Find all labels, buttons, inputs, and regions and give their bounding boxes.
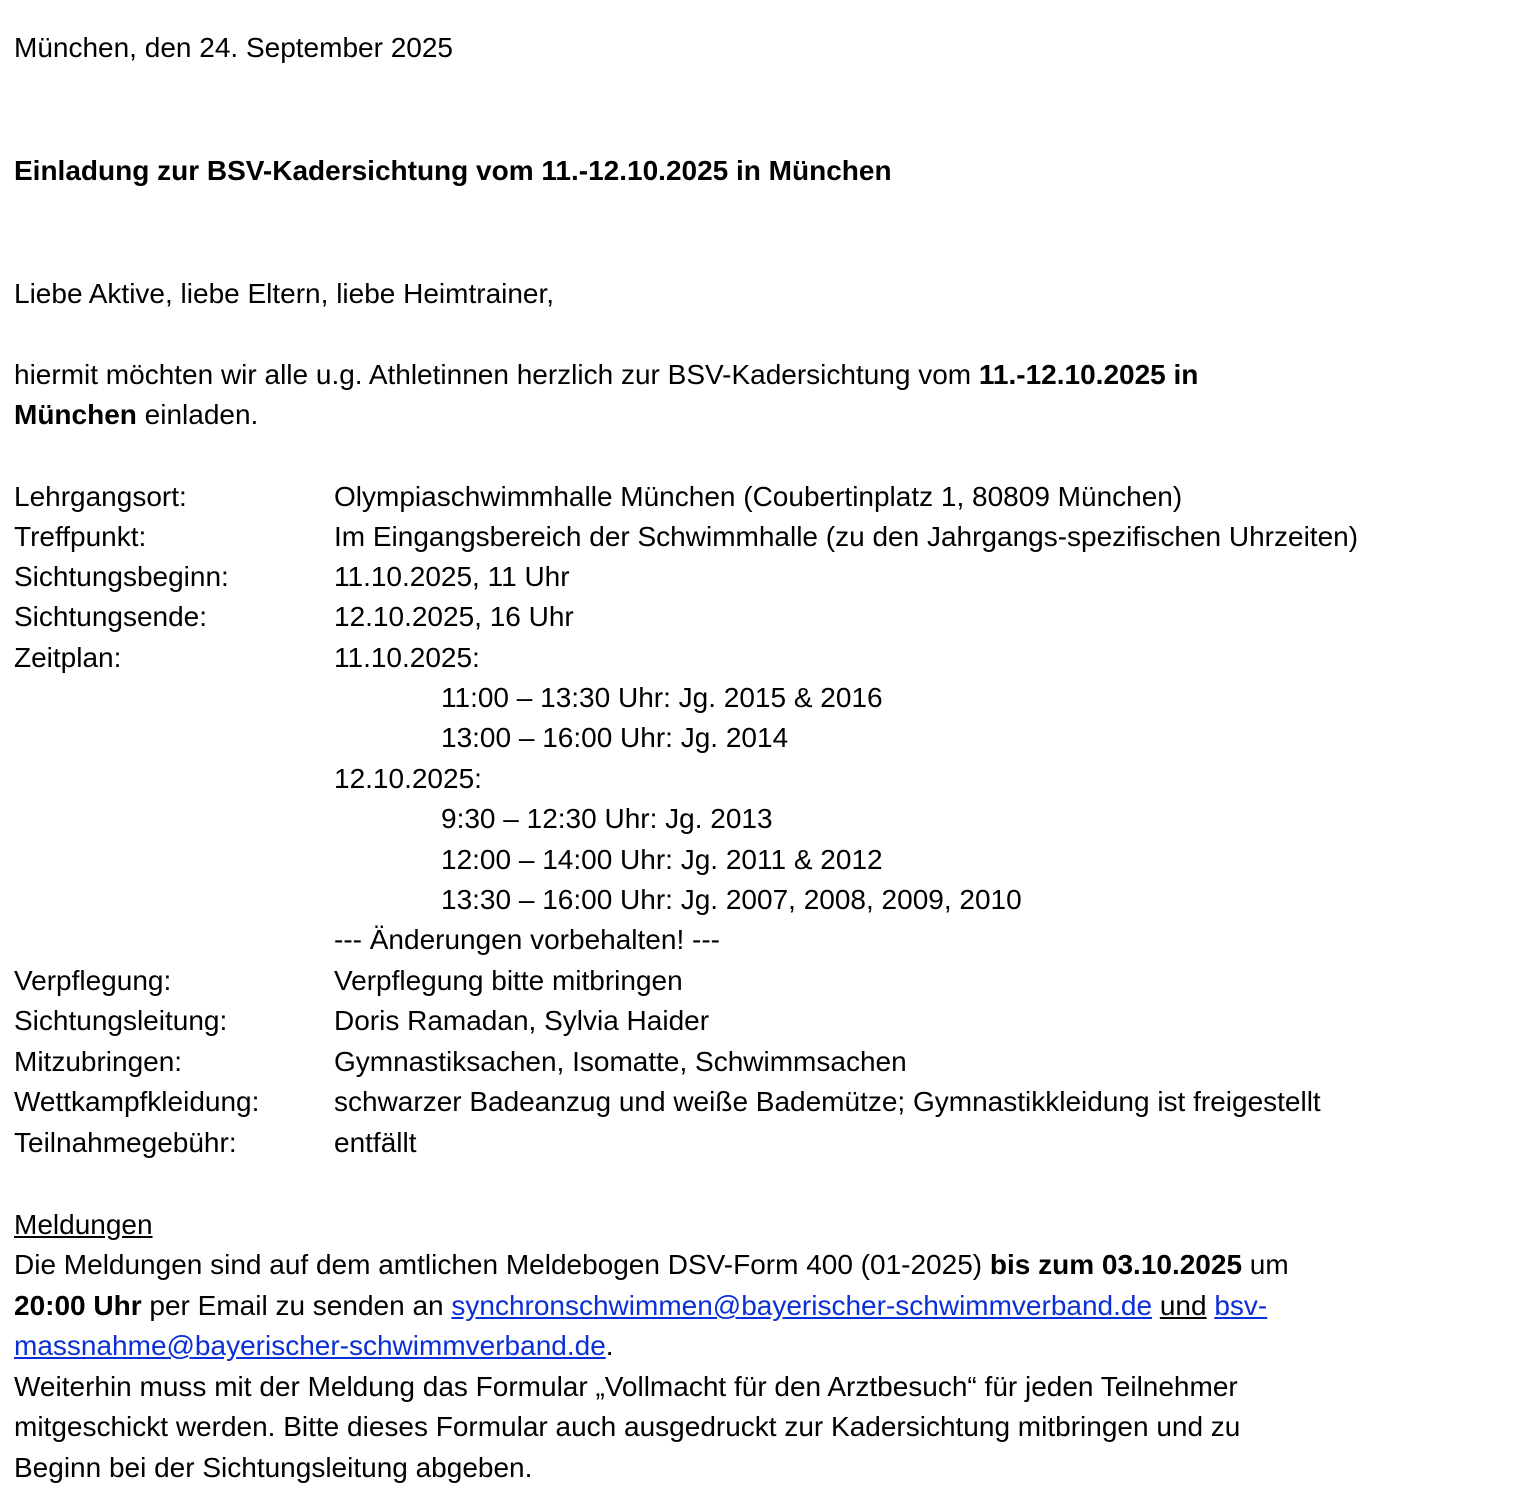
detail-row-lehrgangsort (14, 477, 1514, 517)
detail-value: Gymnastiksachen, Isomatte, Schwimmsachen (334, 1046, 907, 1077)
schedule-day-2: 12.10.2025: (334, 763, 482, 794)
schedule-slot-text: 12:00 – 14:00 Uhr: Jg. 2011 & 2012 (441, 844, 883, 875)
detail-value: Verpflegung bitte mitbringen (334, 965, 683, 996)
greeting: Liebe Aktive, liebe Eltern, liebe Heimtrainer, (14, 278, 555, 309)
detail-value: schwarzer Badeanzug und weiße Bademütze; Gymnastikkleidung ist freigestellt (334, 1086, 1321, 1117)
intro-line-1 (14, 355, 1198, 395)
detail-value: 12.10.2025, 16 Uhr (334, 601, 574, 632)
detail-row-verpflegung (14, 961, 1514, 1001)
schedule-note: --- Änderungen vorbehalten! --- (334, 924, 720, 955)
schedule-slot (14, 799, 1514, 839)
meldungen-period: . (605, 1330, 614, 1361)
detail-row-beginn (14, 557, 1514, 597)
schedule-slot-text: 13:30 – 16:00 Uhr: Jg. 2007, 2008, 2009, 2010 (441, 884, 1022, 915)
detail-label: Sichtungsende: (14, 601, 208, 632)
intro-end: einladen. (136, 399, 259, 430)
detail-label: Treffpunkt: (14, 521, 147, 552)
schedule-note-row (14, 920, 1514, 960)
meldungen-line-6: Beginn bei der Sichtungsleitung abgeben. (14, 1452, 533, 1483)
detail-label: Sichtungsleitung: (14, 1005, 228, 1036)
meldungen-line-2 (14, 1286, 1267, 1326)
detail-label: Mitzubringen: (14, 1046, 183, 1077)
intro-line-2 (14, 395, 258, 435)
detail-label: Sichtungsbeginn: (14, 561, 229, 592)
detail-label: Zeitplan: (14, 642, 122, 673)
detail-row-leitung (14, 1001, 1514, 1041)
meldungen-line-1 (14, 1245, 1289, 1285)
meldungen-text: Die Meldungen sind auf dem amtlichen Meldebogen DSV-Form 400 (01-2025) (14, 1249, 990, 1280)
schedule-slot (14, 718, 1514, 758)
detail-row-gebuehr (14, 1123, 1514, 1163)
detail-value: Im Eingangsbereich der Schwimmhalle (zu den Jahrgangs-spezifischen Uhrzeiten) (334, 521, 1359, 552)
meldungen-line-4: Weiterhin muss mit der Meldung das Formular „Vollmacht für den Arztbesuch“ für jeden Teilnehmer (14, 1371, 1238, 1402)
schedule-slot-text: 13:00 – 16:00 Uhr: Jg. 2014 (441, 722, 789, 753)
date-line: München, den 24. September 2025 (14, 32, 453, 63)
intro-date-bold: 11.-12.10.2025 in (978, 359, 1199, 390)
detail-row-ende (14, 597, 1514, 637)
meldungen-time: 20:00 Uhr (14, 1290, 142, 1321)
schedule-slot (14, 678, 1514, 718)
detail-value: Doris Ramadan, Sylvia Haider (334, 1005, 710, 1036)
detail-value: 11.10.2025, 11 Uhr (334, 561, 570, 592)
detail-label: Verpflegung: (14, 965, 172, 996)
schedule-day-1: 11.10.2025: (334, 642, 480, 673)
detail-row-kleidung (14, 1082, 1514, 1122)
schedule-slot-text: 9:30 – 12:30 Uhr: Jg. 2013 (441, 803, 773, 834)
detail-row-mitbringen (14, 1042, 1514, 1082)
email-link-bsv-massnahme-cont[interactable]: massnahme@bayerischer-schwimmverband.de (14, 1330, 606, 1361)
intro-city-bold: München (14, 399, 137, 430)
detail-row-zeitplan (14, 638, 1514, 678)
detail-label: Teilnahmegebühr: (14, 1127, 237, 1158)
detail-label: Wettkampfkleidung: (14, 1086, 260, 1117)
meldungen-heading: Meldungen (14, 1209, 153, 1240)
detail-label: Lehrgangsort: (14, 481, 187, 512)
meldungen-deadline: bis zum 03.10.2025 (989, 1249, 1243, 1280)
detail-row-treffpunkt (14, 517, 1514, 557)
schedule-slot (14, 880, 1514, 920)
detail-value: Olympiaschwimmhalle München (Coubertinplatz 1, 80809 München) (334, 481, 1183, 512)
meldungen-text: um (1242, 1249, 1289, 1280)
meldungen-line-3 (14, 1326, 614, 1366)
meldungen-line-5: mitgeschickt werden. Bitte dieses Formular auch ausgedruckt zur Kadersichtung mitbringen und zu (14, 1411, 1241, 1442)
schedule-day-row (14, 759, 1514, 799)
schedule-slot (14, 840, 1514, 880)
email-link-synchronschwimmen[interactable]: synchronschwimmen@bayerischer-schwimmverband.de (451, 1290, 1153, 1321)
meldungen-text: per Email zu senden an (141, 1290, 452, 1321)
schedule-slot-text: 11:00 – 13:30 Uhr: Jg. 2015 & 2016 (441, 682, 883, 713)
meldungen-und: und (1159, 1290, 1207, 1321)
email-link-bsv-massnahme[interactable]: bsv- (1214, 1290, 1268, 1321)
detail-value: entfällt (334, 1127, 417, 1158)
document-title: Einladung zur BSV-Kadersichtung vom 11.-12.10.2025 in München (14, 155, 892, 186)
intro-text: hiermit möchten wir alle u.g. Athletinnen herzlich zur BSV-Kadersichtung vom (14, 359, 979, 390)
